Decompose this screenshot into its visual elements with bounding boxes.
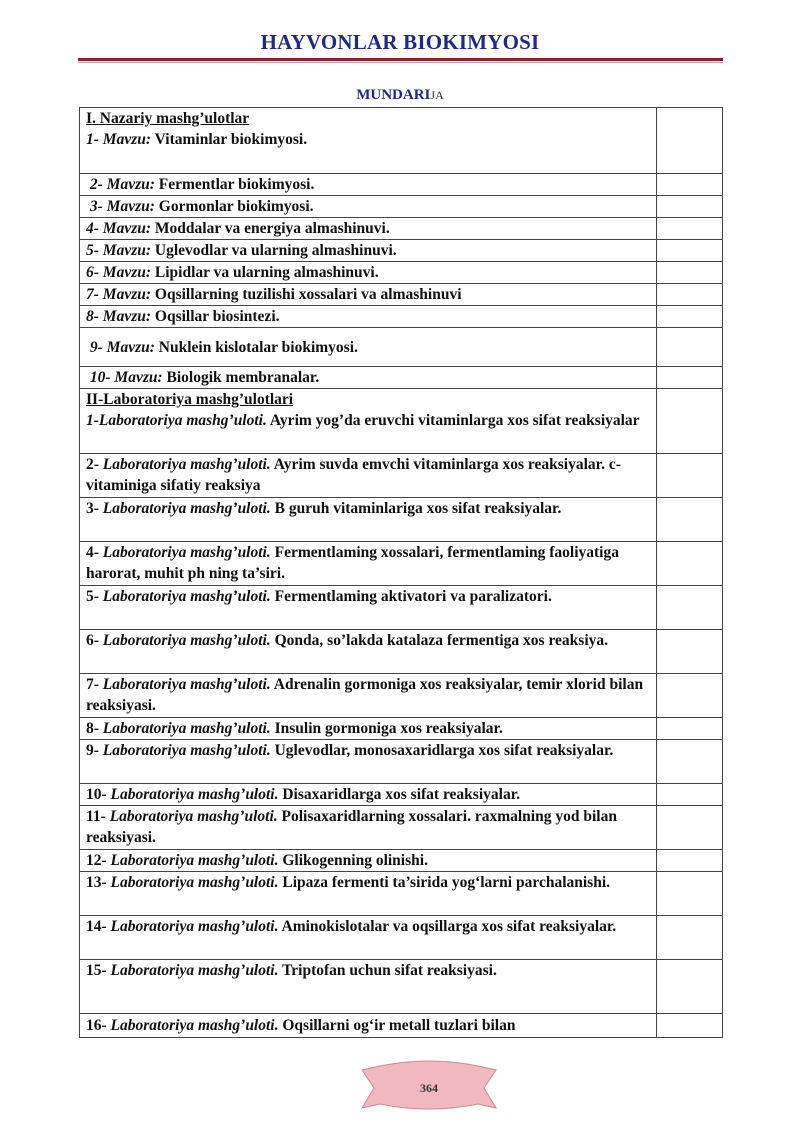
toc-table — [79, 107, 723, 1038]
toc-row — [80, 542, 723, 586]
page-number-cell — [657, 240, 723, 262]
lab-number: 6- — [86, 632, 99, 649]
page-number-cell — [657, 784, 723, 806]
page-number-cell — [657, 872, 723, 916]
toc-row — [80, 174, 723, 196]
lab-entry — [86, 410, 650, 431]
lab-number: 1- — [86, 412, 99, 429]
page-number-cell — [657, 454, 723, 498]
lab-number: 12- — [86, 852, 107, 869]
toc-entry — [80, 740, 657, 784]
topic-number: 7- — [86, 286, 99, 303]
toc-row — [80, 960, 723, 1014]
toc-entry — [80, 218, 657, 240]
lab-number: 5- — [86, 588, 99, 605]
toc-entry — [80, 784, 657, 806]
topic-kind: Mavzu: — [114, 369, 163, 386]
toc-entry — [80, 454, 657, 498]
lab-text: Triptofan uchun sifat reaksiyasi. — [282, 962, 497, 979]
lab-kind: Laboratoriya mashg’uloti. — [110, 1017, 279, 1034]
toc-entry — [80, 240, 657, 262]
lab-text: Qonda, so’lakda katalaza fermentiga xos reaksiya. — [274, 632, 609, 649]
section-heading: II-Laboratoriya mashg’ulotlari — [86, 391, 294, 408]
lab-kind: Laboratoriya mashg’uloti. — [110, 918, 279, 935]
topic-number: 10- — [89, 369, 111, 386]
page-number-cell — [657, 174, 723, 196]
toc-entry — [80, 284, 657, 306]
toc-row — [80, 240, 723, 262]
toc-row — [80, 784, 723, 806]
toc-row — [80, 674, 723, 718]
toc-row — [80, 872, 723, 916]
toc-entry — [80, 718, 657, 740]
page-number-cell — [657, 498, 723, 542]
topic-number: 6- — [86, 264, 99, 281]
topic-text: Oqsillarning tuzilishi xossalari va almashinuvi — [154, 286, 462, 303]
topic-number: 5- — [86, 242, 99, 259]
page-number-cell — [657, 196, 723, 218]
page-number-cell — [657, 586, 723, 630]
lab-text: Uglevodlar, monosaxaridlarga xos sifat reaksiyalar. — [274, 742, 614, 759]
toc-entry — [80, 872, 657, 916]
topic-number: 9- — [89, 338, 103, 356]
toc-row — [80, 806, 723, 850]
section-heading: I. Nazariy mashg’ulotlar — [86, 110, 250, 127]
lab-number: 16- — [86, 1017, 107, 1034]
lab-text: Disaxaridlarga xos sifat reaksiyalar. — [282, 786, 521, 803]
toc-row — [80, 196, 723, 218]
lab-text: Polisaxaridlarning xossalari. raxmalning yod bilan reaksiyasi. — [86, 808, 617, 846]
lab-text: Oqsillarni og‘ir metall tuzlari bilan — [282, 1017, 516, 1034]
page-number-cell — [657, 1014, 723, 1038]
topic-kind: Mavzu: — [102, 131, 152, 148]
page-number-cell — [657, 306, 723, 328]
lab-kind: Laboratoriya mashg’uloti. — [109, 808, 278, 825]
toc-entry — [80, 850, 657, 872]
toc-heading-main: MUNDARI — [356, 87, 431, 103]
topic-kind: Mavzu: — [106, 176, 155, 193]
toc-row — [80, 850, 723, 872]
page-number-cell — [657, 806, 723, 850]
topic-number: 1- — [86, 131, 99, 148]
lab-kind: Laboratoriya mashg’uloti. — [102, 544, 271, 561]
toc-entry — [80, 630, 657, 674]
toc-entry — [80, 196, 657, 218]
lab-kind: Laboratoriya mashg’uloti. — [102, 676, 271, 693]
toc-row — [80, 328, 723, 367]
toc-entry — [80, 262, 657, 284]
toc-row — [80, 262, 723, 284]
page-number-cell — [657, 262, 723, 284]
toc-entry — [80, 498, 657, 542]
lab-text: Insulin gormoniga xos reaksiyalar. — [274, 720, 503, 737]
toc-entry — [80, 389, 657, 454]
lab-number: 13- — [86, 874, 107, 891]
lab-text: B guruh vitaminlariga xos sifat reaksiyalar. — [274, 500, 562, 517]
lab-kind: Laboratoriya mashg’uloti. — [102, 500, 271, 517]
topic-text: Lipidlar va ularning almashinuvi. — [154, 264, 379, 281]
toc-row — [80, 454, 723, 498]
toc-row — [80, 630, 723, 674]
toc-row — [80, 498, 723, 542]
toc-entry — [80, 916, 657, 960]
lab-number: 4- — [86, 544, 99, 561]
toc-row — [80, 389, 723, 454]
toc-row — [80, 218, 723, 240]
toc-entry — [80, 306, 657, 328]
page-number-cell — [657, 740, 723, 784]
toc-entry — [80, 328, 657, 367]
page-number-cell — [657, 108, 723, 174]
lab-kind: Laboratoriya mashg’uloti. — [110, 786, 279, 803]
toc-heading-tail: JA — [430, 88, 444, 102]
lab-number: 11- — [86, 808, 106, 825]
lab-kind: Laboratoriya mashg’uloti. — [102, 588, 271, 605]
topic-text: Gormonlar biokimyosi. — [158, 198, 314, 215]
lab-text: Adrenalin gormoniga xos reaksiyalar, temir xlorid bilan reaksiyasi. — [86, 676, 644, 714]
lab-text: Aminokislotalar va oqsillarga xos sifat reaksiyalar. — [281, 918, 617, 935]
toc-row — [80, 108, 723, 174]
page-number-cell — [657, 218, 723, 240]
toc-entry — [80, 674, 657, 718]
topic-kind: Mavzu: — [102, 220, 152, 237]
toc-row — [80, 284, 723, 306]
toc-row — [80, 740, 723, 784]
toc-heading — [0, 87, 800, 104]
lab-number: 3- — [86, 500, 99, 517]
lab-number: 10- — [86, 786, 107, 803]
lab-text: Fermentlaming xossalari, fermentlaming faoliyatiga harorat, muhit ph ning ta’siri. — [86, 544, 619, 582]
page-number-cell — [657, 284, 723, 306]
lab-number: 15- — [86, 962, 107, 979]
topic-text: Moddalar va energiya almashinuvi. — [154, 220, 390, 237]
toc-entry — [80, 108, 657, 174]
page-number-cell — [657, 389, 723, 454]
lab-kind: Laboratoriya mashg’uloti. — [98, 412, 267, 429]
lab-number: 7- — [86, 676, 99, 693]
page-number-cell — [657, 916, 723, 960]
lab-text: Glikogenning olinishi. — [282, 852, 428, 869]
lab-kind: Laboratoriya mashg’uloti. — [102, 456, 271, 473]
lab-text: Ayrim yog’da eruvchi vitaminlarga xos sifat reaksiyalar — [269, 412, 640, 429]
toc-entry — [80, 586, 657, 630]
topic-kind: Mavzu: — [102, 264, 152, 281]
page-number: 364 — [420, 1081, 438, 1095]
toc-entry — [80, 806, 657, 850]
toc-row — [80, 586, 723, 630]
toc-entry — [80, 174, 657, 196]
toc-entry — [80, 960, 657, 1014]
lab-kind: Laboratoriya mashg’uloti. — [102, 742, 271, 759]
topic-number: 3- — [89, 198, 103, 215]
topic-entry — [86, 129, 650, 150]
topic-number: 4- — [86, 220, 99, 237]
toc-row — [80, 718, 723, 740]
lab-kind: Laboratoriya mashg’uloti. — [110, 852, 279, 869]
topic-kind: Mavzu: — [106, 338, 155, 356]
toc-row — [80, 1014, 723, 1038]
lab-number: 2- — [86, 456, 99, 473]
page-number-cell — [657, 850, 723, 872]
lab-number: 14- — [86, 918, 107, 935]
topic-kind: Mavzu: — [106, 198, 155, 215]
page-number-cell — [657, 542, 723, 586]
lab-text: Fermentlaming aktivatori va paralizatori. — [274, 588, 552, 605]
topic-text: Biologik membranalar. — [166, 369, 320, 386]
page-number-cell — [657, 960, 723, 1014]
topic-kind: Mavzu: — [102, 286, 152, 303]
lab-text: Lipaza fermenti ta’sirida yog‘larni parchalanishi. — [282, 874, 611, 891]
topic-number: 8- — [86, 308, 99, 325]
toc-entry — [80, 542, 657, 586]
page-number-cell — [657, 367, 723, 389]
topic-number: 2- — [89, 176, 103, 193]
header-rule — [78, 58, 723, 61]
lab-kind: Laboratoriya mashg’uloti. — [102, 632, 271, 649]
toc-entry — [80, 367, 657, 389]
topic-kind: Mavzu: — [102, 308, 152, 325]
topic-text: Fermentlar biokimyosi. — [158, 176, 315, 193]
topic-text: Oqsillar biosintezi. — [154, 308, 280, 325]
toc-entry — [80, 1014, 657, 1038]
page-number-cell — [657, 328, 723, 367]
topic-text: Nuklein kislotalar biokimyosi. — [158, 338, 358, 356]
topic-text: Uglevodlar va ularning almashinuvi. — [154, 242, 397, 259]
document-title: HAYVONLAR BIOKIMYOSI — [260, 30, 540, 54]
toc-row — [80, 306, 723, 328]
lab-number: 8- — [86, 720, 99, 737]
lab-kind: Laboratoriya mashg’uloti. — [102, 720, 271, 737]
toc-row — [80, 367, 723, 389]
page-number-cell — [657, 630, 723, 674]
page-number-cell — [657, 718, 723, 740]
lab-kind: Laboratoriya mashg’uloti. — [110, 962, 279, 979]
topic-kind: Mavzu: — [102, 242, 152, 259]
lab-number: 9- — [86, 742, 99, 759]
lab-kind: Laboratoriya mashg’uloti. — [110, 874, 279, 891]
page-number-cell — [657, 674, 723, 718]
topic-text: Vitaminlar biokimyosi. — [154, 131, 308, 148]
lab-text: Ayrim suvda emvchi vitaminlarga xos reaksiyalar. c- vitaminiga sifatiy reaksiya — [86, 456, 621, 494]
header-rule-shadow — [78, 62, 723, 63]
toc-row — [80, 916, 723, 960]
